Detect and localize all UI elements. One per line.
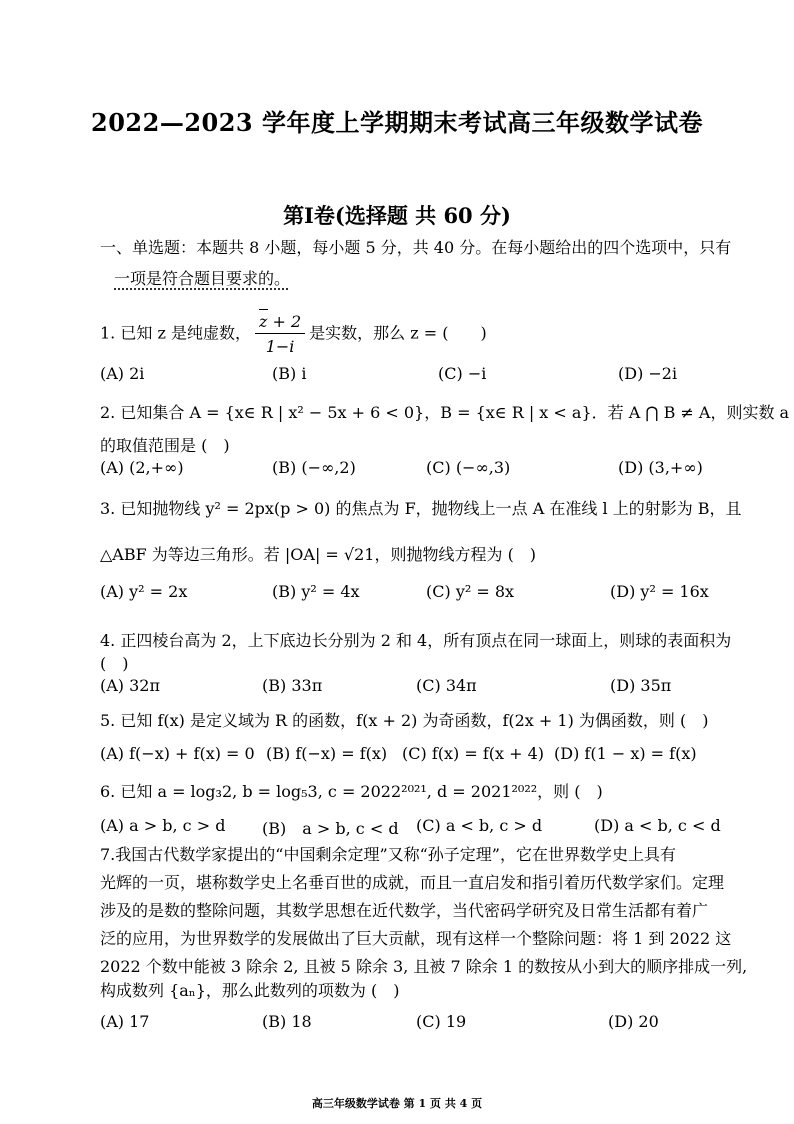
question-7-line-2: 光辉的一页，堪称数学史上名垂百世的成就，而且一直启发和指引着历代数学家们。定理 <box>100 873 725 892</box>
question-1-stem <box>100 312 487 356</box>
q5-option-d: (D) f(1 − x) = f(x) <box>554 744 697 763</box>
part-title: 第Ⅰ卷(选择题 共 60 分) <box>283 203 511 228</box>
q4-option-c: (C) 34π <box>416 676 477 695</box>
q7-option-a: (A) 17 <box>100 1012 150 1031</box>
question-7-stem-cont: 构成数列 {aₙ}，那么此数列的项数为 ( ) <box>100 981 400 1000</box>
q3-option-c: (C) y² = 8x <box>426 582 515 601</box>
question-7-line-4: 泛的应用，为世界数学的发展做出了巨大贡献，现有这样一个整除问题：将 1 到 2022 这 <box>100 929 732 948</box>
question-2-stem: 2. 已知集合 A = {x∈ R | x² − 5x + 6 < 0}，B = {x∈ R | x < a}．若 A ⋂ B ≠ A，则实数 a <box>100 403 790 422</box>
q4-option-a: (A) 32π <box>100 676 160 695</box>
question-3-stem: 3. 已知抛物线 y² = 2px(p > 0) 的焦点为 F，抛物线上一点 A 在准线 l 上的射影为 B，且 <box>100 499 742 518</box>
question-7-line-3: 涉及的是数的整除问题，其数学思想在近代数学，当代密码学研究及日常生活都有着广 <box>100 901 709 920</box>
q3-option-b: (B) y² = 4x <box>272 582 360 601</box>
q6-option-b: (B) a > b, c < d <box>262 819 399 838</box>
q1-option-a: (A) 2i <box>100 364 145 383</box>
q6-option-a: (A) a > b, c > d <box>100 816 226 835</box>
section-instruction-line2: 一项是符合题目要求的。 <box>114 269 291 288</box>
q4-option-d: (D) 35π <box>610 676 672 695</box>
q5-option-a: (A) f(−x) + f(x) = 0 <box>100 744 255 763</box>
q5-option-b: (B) f(−x) = f(x) <box>266 744 388 763</box>
conjugate-bar <box>259 309 268 310</box>
q7-option-d: (D) 20 <box>608 1012 659 1031</box>
q2-option-a: (A) (2,+∞) <box>100 458 184 477</box>
question-6-stem: 6. 已知 a = log₃2, b = log₅3, c = 2022²⁰²¹, d = 2021²⁰²²，则 ( ) <box>100 782 603 801</box>
question-7-line-5: 2022 个数中能被 3 除余 2, 且被 5 除余 3, 且被 7 除余 1 的数按从小到大的顺序排成一列, <box>100 957 748 976</box>
section-instruction-line1: 一、单选题：本题共 8 小题，每小题 5 分，共 40 分。在每小题给出的四个选项中，只有 <box>100 238 732 257</box>
question-2-stem-cont: 的取值范围是 ( ) <box>100 436 230 455</box>
q2-option-d: (D) (3,+∞) <box>618 458 703 477</box>
q1-option-c: (C) −i <box>438 364 487 383</box>
q7-option-c: (C) 19 <box>416 1012 467 1031</box>
q1-fraction-numerator: z + 2 <box>255 312 305 334</box>
q6-option-d: (D) a < b, c < d <box>594 816 721 835</box>
question-4-stem: 4. 正四棱台高为 2，上下底边长分别为 2 和 4，所有顶点在同一球面上，则球的表面积为 <box>100 631 732 650</box>
q4-option-b: (B) 33π <box>262 676 323 695</box>
q3-option-a: (A) y² = 2x <box>100 582 188 601</box>
q6-option-c: (C) a < b, c > d <box>416 816 543 835</box>
q1-fraction <box>255 312 305 356</box>
page-footer: 高三年级数学试卷 第 1 页 共 4 页 <box>311 1097 483 1110</box>
q1-option-b: (B) i <box>272 364 307 383</box>
q1-option-d: (D) −2i <box>618 364 678 383</box>
q1-stem-a: 1. 已知 z 是纯虚数， <box>100 323 251 343</box>
q2-option-c: (C) (−∞,3) <box>426 458 511 477</box>
question-4-stem-cont: ( ) <box>100 654 129 673</box>
question-7-line-1: 7.我国古代数学家提出的“中国剩余定理”又称“孙子定理”，它在世界数学史上具有 <box>100 845 676 864</box>
question-5-stem: 5. 已知 f(x) 是定义域为 R 的函数，f(x + 2) 为奇函数，f(2x + 1) 为偶函数，则 ( ) <box>100 711 709 730</box>
q5-option-c: (C) f(x) = f(x + 4) <box>402 744 545 763</box>
q7-option-b: (B) 18 <box>262 1012 312 1031</box>
question-3-stem-cont: △ABF 为等边三角形。若 |OA| = √21，则抛物线方程为 ( ) <box>100 545 537 564</box>
exam-title: 2022—2023 学年度上学期期末考试高三年级数学试卷 <box>91 108 703 137</box>
q2-option-b: (B) (−∞,2) <box>272 458 356 477</box>
q3-option-d: (D) y² = 16x <box>610 582 709 601</box>
q1-fraction-denominator: 1−i <box>265 337 295 356</box>
q1-stem-b: 是实数，那么 z = ( ) <box>309 323 487 343</box>
